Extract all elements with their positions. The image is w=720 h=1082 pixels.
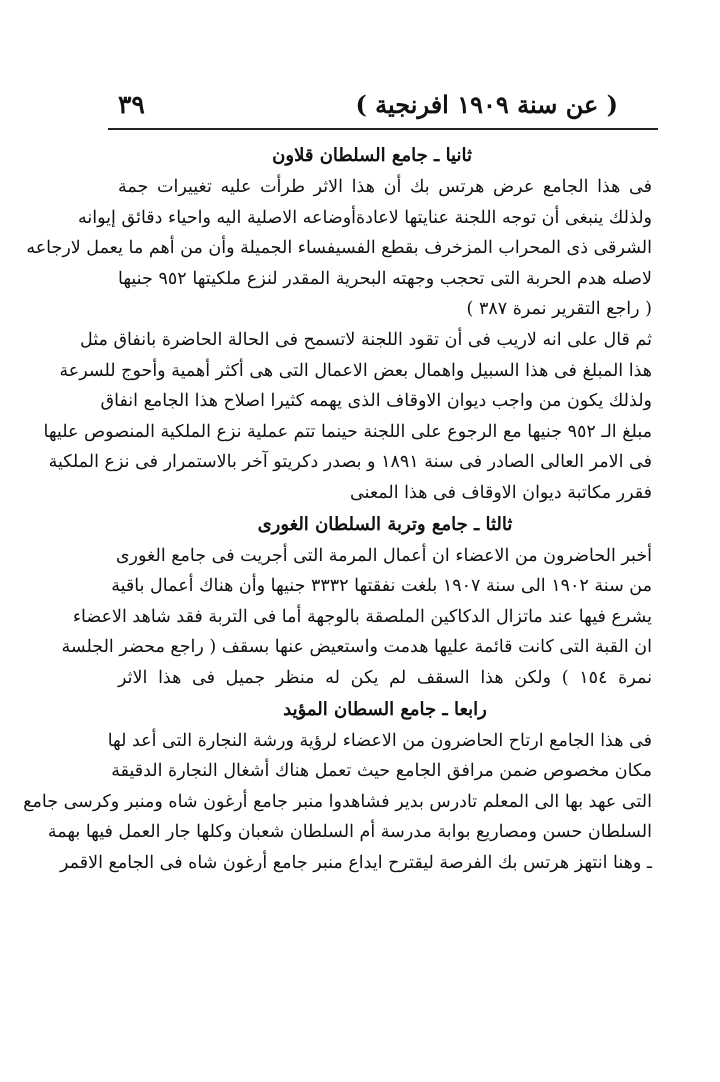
text-line: السلطان حسن ومصاريع بوابة مدرسة أم السلطان شعبان وكلها جار العمل فيها بهمة [47, 822, 652, 843]
running-title: ( عن سنة ١٩٠٩ افرنجية ) [355, 89, 618, 119]
text-line: يشرع فيها عند ماتزال الدكاكين الملصقة بالوجهة أما فى التربة فقد شاهد الاعضاء [72, 606, 652, 627]
text-line: الشرقى ذى المحراب المزخرف بقطع الفسيفساء الجميلة وأن من أهم ما يعمل لارجاعه [26, 238, 652, 259]
text-line: فى الامر العالى الصادر فى سنة ١٨٩١ و بصدر دكريتو آخر بالاستمرار فى نزع الملكية [48, 452, 652, 473]
page-number: ٣٩ [118, 89, 145, 119]
text-line: لاصله هدم الحربة التى تحجب وجهته البحرية المقدر لنزع ملكيتها ٩٥٢ جنيها [118, 268, 653, 289]
text-line: نمرة ١٥٤ ) ولكن هذا السقف لم يكن له منظر جميل فى هذا الاثر [118, 667, 652, 688]
text-line: ولذلك ينبغى أن توجه اللجنة عنايتها لاعادةأوضاعه الاصلية اليه واحياء دقائق إيوانه [78, 207, 652, 228]
text-line: ثم قال على انه لاريب فى أن تقود اللجنة لاتسمح فى الحالة الحاضرة بانفاق مثل [79, 329, 652, 350]
text-line: التى عهد بها الى المعلم تادرس بدير فشاهدوا منبر جامع أرغون شاه ومنبر وكرسى جامع [23, 791, 652, 812]
text-line: من سنة ١٩٠٢ الى سنة ١٩٠٧ بلغت نفقتها ٣٣٣٢ جنيها وأن هناك أعمال باقية [111, 576, 652, 597]
text-line: مبلغ الـ ٩٥٢ جنيها مع الرجوع على اللجنة حينما تتم عملية نزع الملكية المنصوص عليها [43, 421, 652, 442]
text-line: ـ وهنا انتهز هرتس بك الفرصة ليقترح ايداع منبر جامع أرغون شاه فى الجامع الاقمر [60, 852, 652, 873]
text-line: فى هذا الجامع عرض هرتس بك أن هذا الاثر طرأت عليه تغييرات جمة [118, 177, 652, 197]
text-line: أخبر الحاضرون من الاعضاء ان أعمال المرمة التى أجريت فى جامع الغورى [115, 545, 652, 566]
text-line: مكان مخصوص ضمن مرافق الجامع حيث تعمل هناك أشغال النجارة الدقيقة [111, 761, 652, 782]
section-heading-ghuri: ثالثا ـ جامع وتربة السلطان الغورى [257, 513, 513, 535]
text-line: ( راجع التقرير نمرة ٣٨٧ ) [466, 299, 652, 320]
text-line: فى هذا الجامع ارتاح الحاضرون من الاعضاء لرؤية ورشة النجارة التى أعد لها [107, 730, 652, 751]
page-body [23, 140, 653, 878]
page-header [118, 84, 648, 124]
text-line: هذا المبلغ فى هذا السبيل واهمال بعض الاعمال التى هى أكثر أهمية وأحوج للسرعة [59, 360, 652, 381]
text-line: ان القبة التى كانت قائمة عليها هدمت واستعيض عنها بسقف ( راجع محضر الجلسة [61, 637, 652, 658]
text-line: ولذلك يكون من واجب ديوان الاوقاف الذى يهمه كثيرا اصلاح هذا الجامع انفاق [100, 391, 652, 412]
text-line: فقرر مكاتبة ديوان الاوقاف فى هذا المعنى [349, 482, 652, 503]
section-heading-qalawun: ثانيا ـ جامع السلطان قلاون [272, 145, 472, 166]
header-rule [108, 128, 658, 130]
section-heading-muayyad: رابعا ـ جامع السطان المؤيد [283, 698, 487, 720]
